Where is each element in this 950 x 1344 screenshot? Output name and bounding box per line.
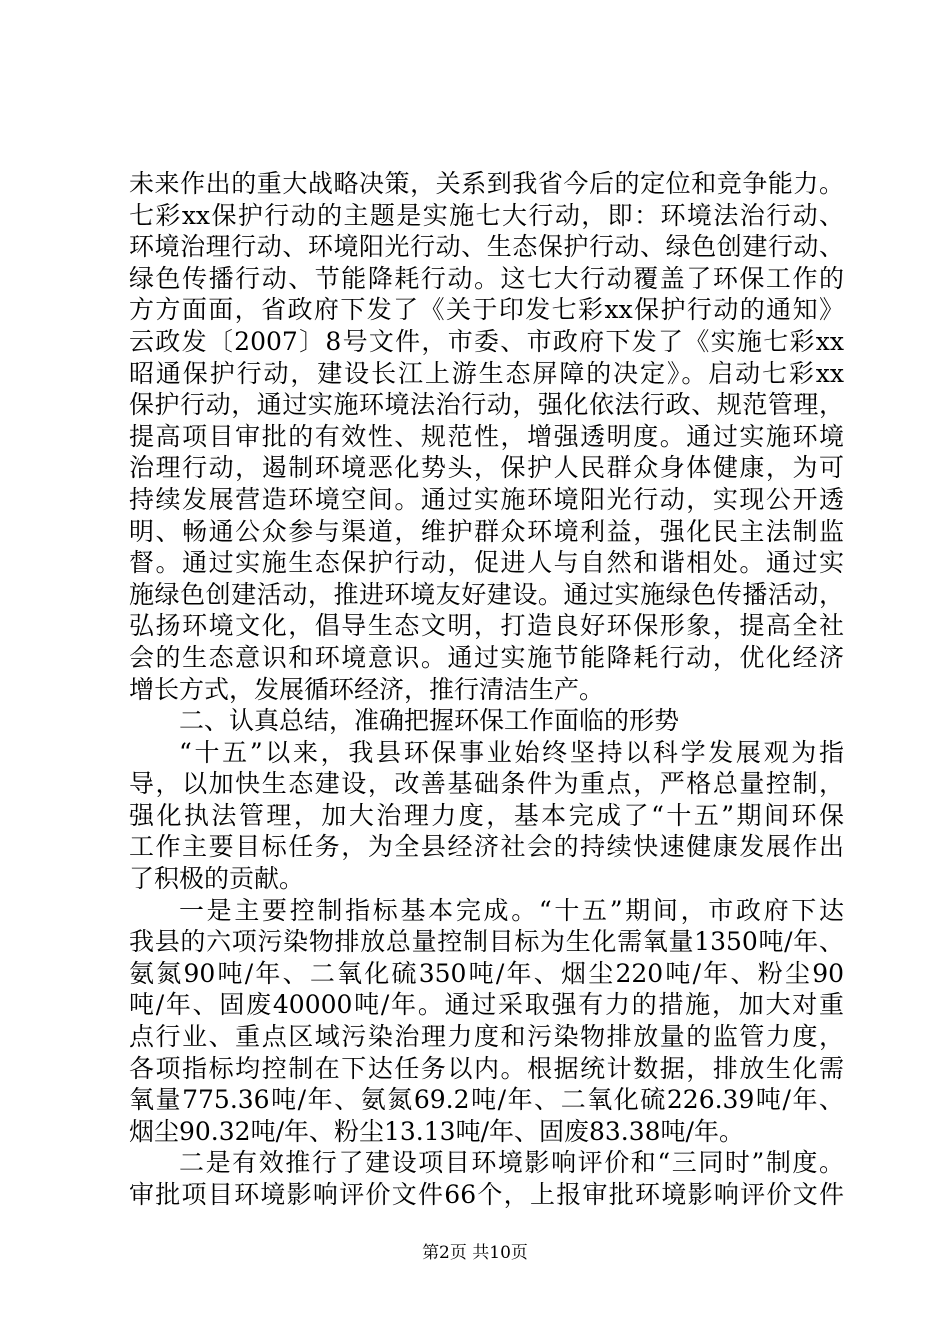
text-line: 未来作出的重大战略决策，关系到我省今后的定位和竞争能力。: [129, 169, 844, 198]
text-line: 会的生态意识和环境意识。通过实施节能降耗行动，优化经济: [129, 642, 844, 672]
text-line: 烟尘90.32吨/年、粉尘13.13吨/年、固废83.38吨/年。: [129, 1116, 744, 1146]
text-line: 绿色传播行动、节能降耗行动。这七大行动覆盖了环保工作的: [129, 263, 844, 293]
text-line: 吨/年、固废40000吨/年。通过采取强有力的措施，加大对重: [129, 990, 844, 1020]
text-line: 氨氮90吨/年、二氧化硫350吨/年、烟尘220吨/年、粉尘90: [129, 958, 844, 988]
text-line: 治理行动，遏制环境恶化势头，保护人民群众身体健康，为可: [129, 453, 844, 483]
text-line: 强化执法管理，加大治理力度，基本完成了“十五”期间环保: [129, 800, 844, 830]
page-number-footer: 第2页 共10页: [422, 1243, 528, 1263]
text-line: 了积极的贡献。: [129, 864, 305, 894]
text-line: 提高项目审批的有效性、规范性，增强透明度。通过实施环境: [129, 421, 844, 451]
text-line: 导，以加快生态建设，改善基础条件为重点，严格总量控制，: [129, 769, 844, 799]
text-line: 环境治理行动、环境阳光行动、生态保护行动、绿色创建行动、: [129, 232, 844, 262]
text-line: 一是主要控制指标基本完成。“十五”期间，市政府下达: [179, 895, 844, 925]
text-line: “十五”以来，我县环保事业始终坚持以科学发展观为指: [179, 737, 844, 767]
text-line: 二是有效推行了建设项目环境影响评价和“三同时”制度。: [179, 1148, 844, 1178]
text-line: 弘扬环境文化，倡导生态文明，打造良好环保形象，提高全社: [129, 611, 844, 641]
text-line: 云政发〔2007〕8号文件，市委、市政府下发了《实施七彩xx: [129, 326, 844, 356]
text-line: 方方面面，省政府下发了《关于印发七彩xx保护行动的通知》: [129, 295, 844, 325]
text-line: 督。通过实施生态保护行动，促进人与自然和谐相处。通过实: [129, 548, 844, 578]
text-line: 七彩xx保护行动的主题是实施七大行动，即：环境法治行动、: [129, 200, 844, 230]
text-line: 工作主要目标任务，为全县经济社会的持续快速健康发展作出: [129, 832, 844, 862]
text-line: 我县的六项污染物排放总量控制目标为生化需氧量1350吨/年、: [129, 927, 844, 957]
text-line: 增长方式，发展循环经济，推行清洁生产。: [129, 674, 605, 704]
text-line: 点行业、重点区域污染治理力度和污染物排放量的监管力度，: [129, 1022, 844, 1052]
text-line: 保护行动，通过实施环境法治行动，强化依法行政、规范管理，: [129, 390, 844, 420]
text-line: 持续发展营造环境空间。通过实施环境阳光行动，实现公开透: [129, 484, 844, 514]
text-line: 明、畅通公众参与渠道，维护群众环境利益，强化民主法制监: [129, 516, 844, 546]
text-line: 氧量775.36吨/年、氨氮69.2吨/年、二氧化硫226.39吨/年、: [129, 1085, 844, 1115]
text-line: 施绿色创建活动，推进环境友好建设。通过实施绿色传播活动，: [129, 579, 844, 609]
text-line: 各项指标均控制在下达任务以内。根据统计数据，排放生化需: [129, 1053, 844, 1083]
document-body: [129, 168, 844, 1211]
text-line: 昭通保护行动，建设长江上游生态屏障的决定》。启动七彩xx: [129, 358, 844, 388]
text-line: 审批项目环境影响评价文件66个，上报审批环境影响评价文件: [129, 1180, 844, 1209]
section-heading: 二、认真总结，准确把握环保工作面临的形势: [179, 706, 680, 736]
